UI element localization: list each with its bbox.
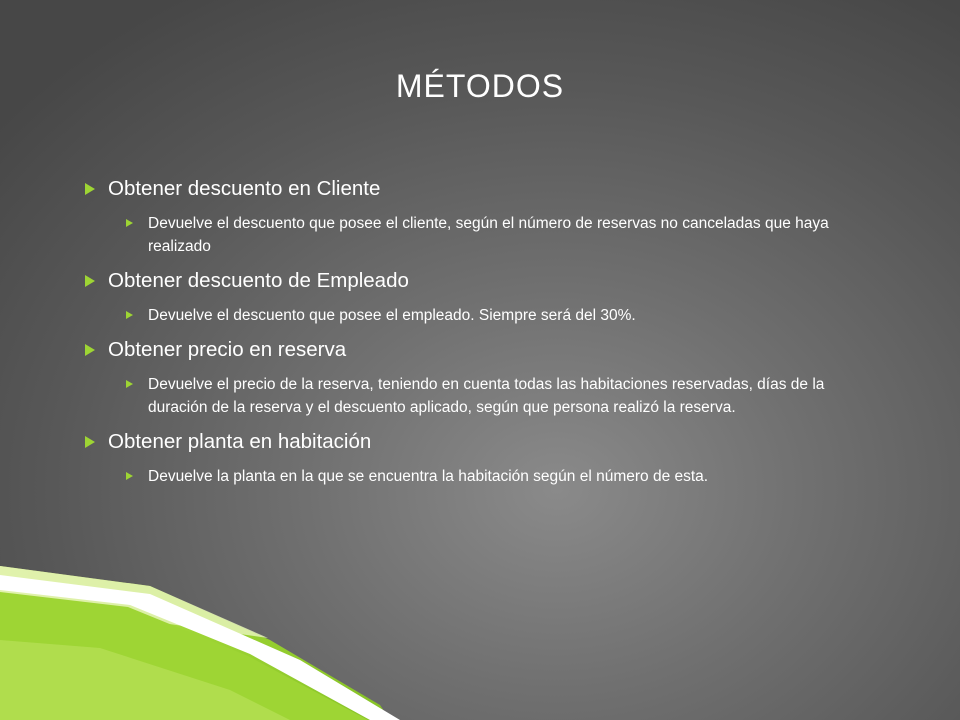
triangle-right-icon bbox=[126, 380, 133, 388]
method-heading: Obtener descuento en Cliente bbox=[108, 177, 381, 200]
triangle-right-icon bbox=[126, 219, 133, 227]
list-item bbox=[82, 212, 862, 258]
triangle-right-icon bbox=[85, 344, 95, 356]
triangle-right-icon bbox=[85, 275, 95, 287]
triangle-right-icon bbox=[126, 311, 133, 319]
list-item bbox=[82, 176, 862, 202]
page-title: MÉTODOS bbox=[395, 68, 565, 104]
triangle-right-icon bbox=[85, 436, 95, 448]
triangle-right-icon bbox=[126, 472, 133, 480]
list-item bbox=[82, 373, 862, 419]
bullet-list bbox=[82, 176, 862, 498]
list-item bbox=[82, 304, 862, 327]
triangle-right-icon bbox=[85, 183, 95, 195]
list-item bbox=[82, 337, 862, 363]
list-item bbox=[82, 268, 862, 294]
method-heading: Obtener precio en reserva bbox=[108, 338, 347, 361]
list-item bbox=[82, 465, 862, 488]
method-detail: Devuelve el precio de la reserva, teniendo en cuenta todas las habitaciones reservadas, días de la duración de la reserva y el descuento aplicado, según que persona realizó la reserva. bbox=[148, 376, 825, 416]
method-detail: Devuelve el descuento que posee el cliente, según el número de reservas no canceladas que haya realizado bbox=[148, 215, 829, 255]
method-detail: Devuelve la planta en la que se encuentra la habitación según el número de esta. bbox=[148, 468, 709, 485]
method-heading: Obtener descuento de Empleado bbox=[108, 269, 409, 292]
method-detail: Devuelve el descuento que posee el empleado. Siempre será del 30%. bbox=[148, 307, 636, 324]
list-item bbox=[82, 429, 862, 455]
method-heading: Obtener planta en habitación bbox=[108, 430, 372, 453]
